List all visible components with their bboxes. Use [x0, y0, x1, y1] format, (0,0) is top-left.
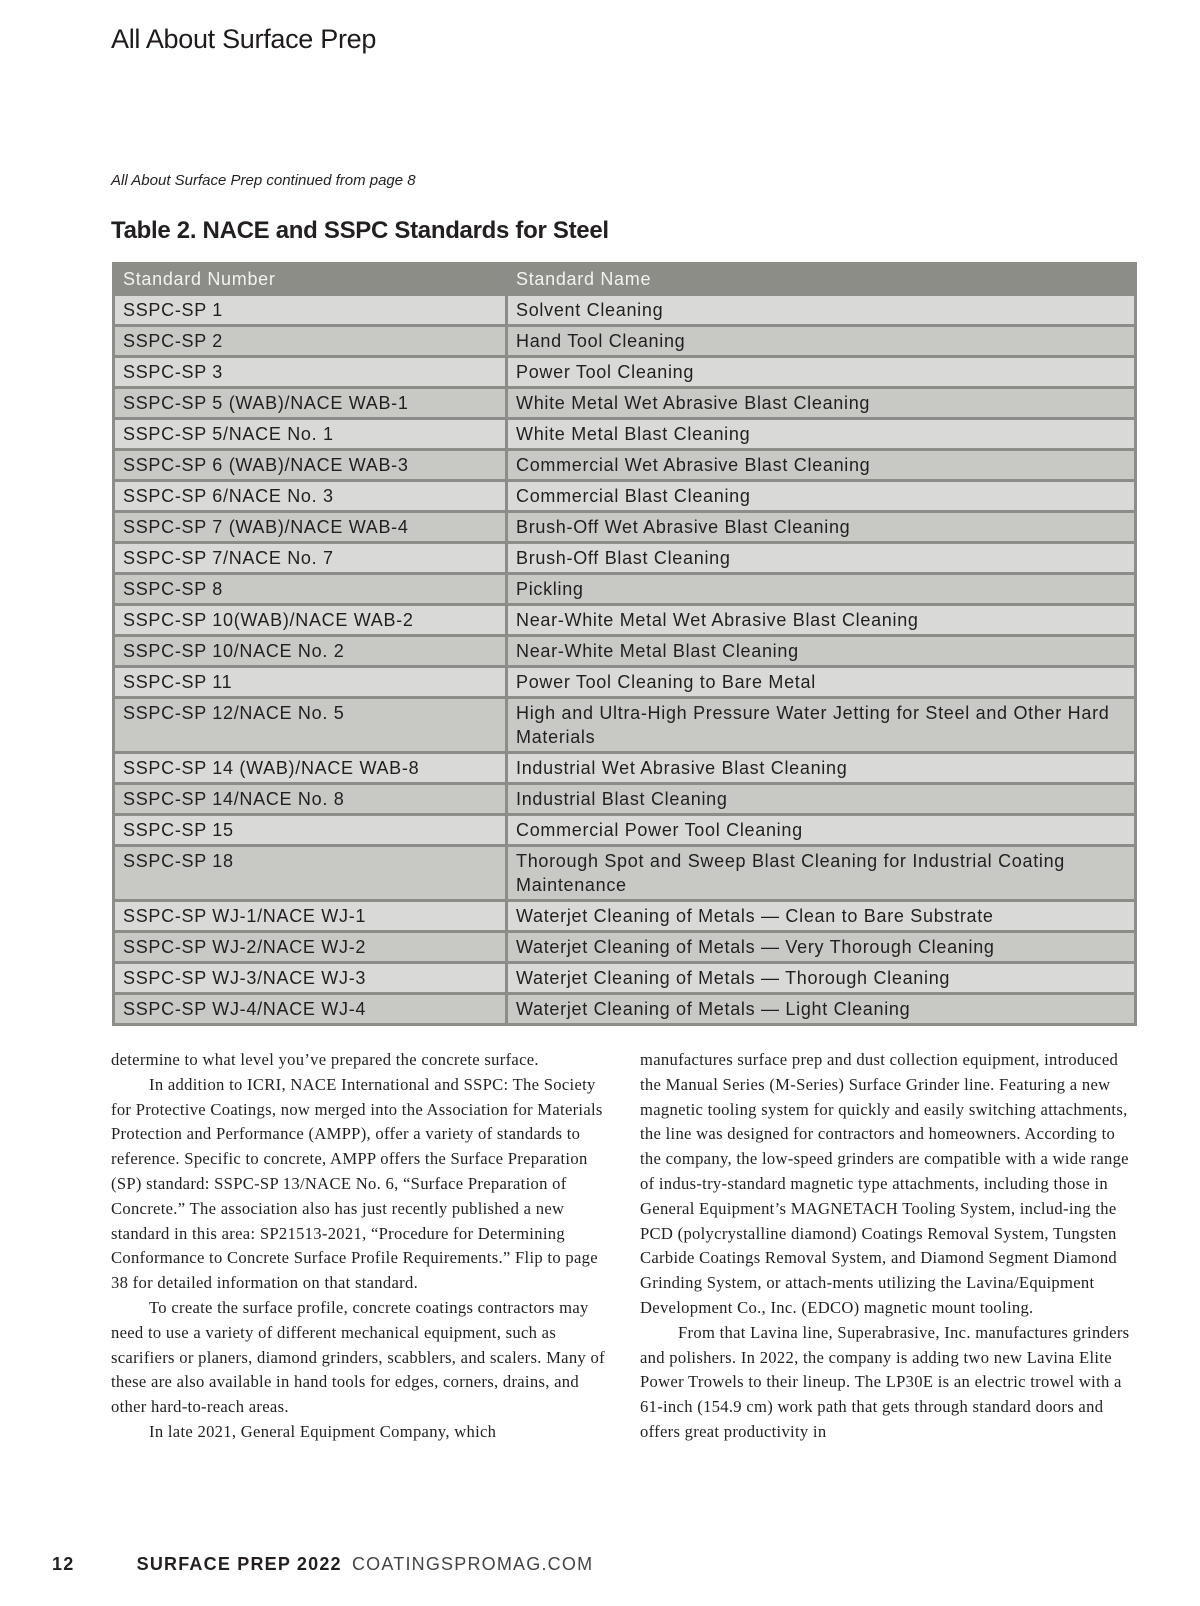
standard-number-cell: SSPC-SP 18 — [114, 846, 507, 901]
table-row — [114, 815, 1136, 846]
table-row — [114, 605, 1136, 636]
standard-number-cell: SSPC-SP 7/NACE No. 7 — [114, 543, 507, 574]
standard-number-cell: SSPC-SP 1 — [114, 295, 507, 326]
standard-number-cell: SSPC-SP WJ-2/NACE WJ-2 — [114, 932, 507, 963]
standard-name-cell: Brush-Off Wet Abrasive Blast Cleaning — [507, 512, 1136, 543]
standard-name-cell: Industrial Blast Cleaning — [507, 784, 1136, 815]
standard-name-cell: Solvent Cleaning — [507, 295, 1136, 326]
standard-name-cell: Near-White Metal Blast Cleaning — [507, 636, 1136, 667]
standard-name-cell: Brush-Off Blast Cleaning — [507, 543, 1136, 574]
standard-name-cell: Commercial Power Tool Cleaning — [507, 815, 1136, 846]
table-row — [114, 481, 1136, 512]
table-row — [114, 784, 1136, 815]
standard-number-cell: SSPC-SP 10(WAB)/NACE WAB-2 — [114, 605, 507, 636]
body-column-right — [640, 1048, 1135, 1445]
table-row — [114, 326, 1136, 357]
table-row — [114, 512, 1136, 543]
column-header-standard-number: Standard Number — [114, 264, 507, 295]
running-header: All About Surface Prep — [111, 24, 377, 54]
standard-number-cell: SSPC-SP 11 — [114, 667, 507, 698]
standard-name-cell: Hand Tool Cleaning — [507, 326, 1136, 357]
column-header-standard-name: Standard Name — [507, 264, 1136, 295]
table-row — [114, 574, 1136, 605]
standard-name-cell: Waterjet Cleaning of Metals — Clean to Bare Substrate — [507, 901, 1136, 932]
table-row — [114, 295, 1136, 326]
body-column-left — [111, 1048, 607, 1445]
standard-name-cell: High and Ultra-High Pressure Water Jetting for Steel and Other Hard Materials — [507, 698, 1136, 753]
standard-number-cell: SSPC-SP 5 (WAB)/NACE WAB-1 — [114, 388, 507, 419]
standard-number-cell: SSPC-SP 2 — [114, 326, 507, 357]
table-row — [114, 450, 1136, 481]
standard-number-cell: SSPC-SP 7 (WAB)/NACE WAB-4 — [114, 512, 507, 543]
standard-number-cell: SSPC-SP 8 — [114, 574, 507, 605]
standard-number-cell: SSPC-SP 14 (WAB)/NACE WAB-8 — [114, 753, 507, 784]
page-footer — [52, 1554, 593, 1575]
standard-name-cell: Commercial Blast Cleaning — [507, 481, 1136, 512]
table-row — [114, 846, 1136, 901]
table-header-row — [114, 264, 1136, 295]
table-body — [114, 295, 1136, 1025]
standard-number-cell: SSPC-SP 14/NACE No. 8 — [114, 784, 507, 815]
standard-number-cell: SSPC-SP 15 — [114, 815, 507, 846]
standard-name-cell: Pickling — [507, 574, 1136, 605]
body-paragraph: To create the surface profile, concrete coatings contractors may need to use a variety of different mechanical equipment, such as scarifiers or planers, diamond grinders, scabblers, and scalers. Many of these are also available in hand tools for edges, corners, drains, and other hard-to-reach areas. — [111, 1297, 605, 1417]
standard-number-cell: SSPC-SP 6 (WAB)/NACE WAB-3 — [114, 450, 507, 481]
body-paragraph: In addition to ICRI, NACE International and SSPC: The Society for Protective Coatings, now merged into the Association for Materials Protection and Performance (AMPP), offer a variety of standards to reference. Specific to concrete, AMPP offers the Surface Preparation (SP) standard: SSPC-SP 13/NACE No. 6, “Surface Preparation of Concrete.” The association also has just recently published a new standard in this area: SP21513-2021, “Procedure for Determining Conformance to Concrete Surface Profile Requirements.” Flip to page 38 for detailed information on that standard. — [111, 1074, 603, 1293]
body-paragraph: manufactures surface prep and dust collection equipment, introduced the Manual Series (M-Series) Surface Grinder line. Featuring a new magnetic tooling system for quickly and easily switching attachments, the line was designed for contractors and homeowners. According to the company, the low-speed grinders are compatible with a wide range of indus-try-standard magnetic type attachments, including those in General Equipment’s MAGNETACH Tooling System, includ-ing the PCD (polycrystalline diamond) Coatings Removal System, Tungsten Carbide Coatings Removal System, and Diamond Segment Diamond Grinding System, or attach-ments utilizing the Lavina/Equipment Development Co., Inc. (EDCO) magnetic mount tooling. — [640, 1050, 1129, 1317]
table-row — [114, 994, 1136, 1025]
table-row — [114, 901, 1136, 932]
table-title: Table 2. NACE and SSPC Standards for Steel — [111, 217, 609, 244]
standard-number-cell: SSPC-SP 5/NACE No. 1 — [114, 419, 507, 450]
standard-name-cell: White Metal Wet Abrasive Blast Cleaning — [507, 388, 1136, 419]
standard-name-cell: Power Tool Cleaning to Bare Metal — [507, 667, 1136, 698]
standard-name-cell: Commercial Wet Abrasive Blast Cleaning — [507, 450, 1136, 481]
standard-name-cell: Waterjet Cleaning of Metals — Thorough Cleaning — [507, 963, 1136, 994]
standard-name-cell: Power Tool Cleaning — [507, 357, 1136, 388]
table-row — [114, 698, 1136, 753]
body-paragraph: In late 2021, General Equipment Company, which — [149, 1421, 497, 1441]
table-row — [114, 357, 1136, 388]
website: COATINGSPROMAG.COM — [351, 1554, 594, 1574]
standards-table — [112, 262, 1137, 1026]
table-row — [114, 543, 1136, 574]
standard-name-cell: Waterjet Cleaning of Metals — Very Thorough Cleaning — [507, 932, 1136, 963]
standard-number-cell: SSPC-SP WJ-3/NACE WJ-3 — [114, 963, 507, 994]
table-row — [114, 667, 1136, 698]
table-row — [114, 963, 1136, 994]
page-number: 12 — [52, 1554, 75, 1574]
standard-name-cell: Near-White Metal Wet Abrasive Blast Cleaning — [507, 605, 1136, 636]
table-row — [114, 636, 1136, 667]
standard-number-cell: SSPC-SP WJ-1/NACE WJ-1 — [114, 901, 507, 932]
standard-name-cell: Industrial Wet Abrasive Blast Cleaning — [507, 753, 1136, 784]
standard-name-cell: Waterjet Cleaning of Metals — Light Cleaning — [507, 994, 1136, 1025]
table-row — [114, 388, 1136, 419]
standard-number-cell: SSPC-SP 12/NACE No. 5 — [114, 698, 507, 753]
standard-name-cell: White Metal Blast Cleaning — [507, 419, 1136, 450]
body-paragraph: From that Lavina line, Superabrasive, Inc. manufactures grinders and polishers. In 2022, the company is adding two new Lavina Elite Power Trowels to their lineup. The LP30E is an electric trowel with a 61-inch (154.9 cm) work path that gets through standard doors and offers great productivity in — [640, 1322, 1130, 1441]
standard-name-cell: Thorough Spot and Sweep Blast Cleaning for Industrial Coating Maintenance — [507, 846, 1136, 901]
standard-number-cell: SSPC-SP WJ-4/NACE WJ-4 — [114, 994, 507, 1025]
continued-note: All About Surface Prep continued from page 8 — [111, 172, 416, 189]
standard-number-cell: SSPC-SP 3 — [114, 357, 507, 388]
table-row — [114, 753, 1136, 784]
table-row — [114, 932, 1136, 963]
body-paragraph: determine to what level you’ve prepared the concrete surface. — [111, 1050, 539, 1069]
table-row — [114, 419, 1136, 450]
magazine-name: SURFACE PREP 2022 — [136, 1554, 342, 1574]
standard-number-cell: SSPC-SP 6/NACE No. 3 — [114, 481, 507, 512]
standard-number-cell: SSPC-SP 10/NACE No. 2 — [114, 636, 507, 667]
